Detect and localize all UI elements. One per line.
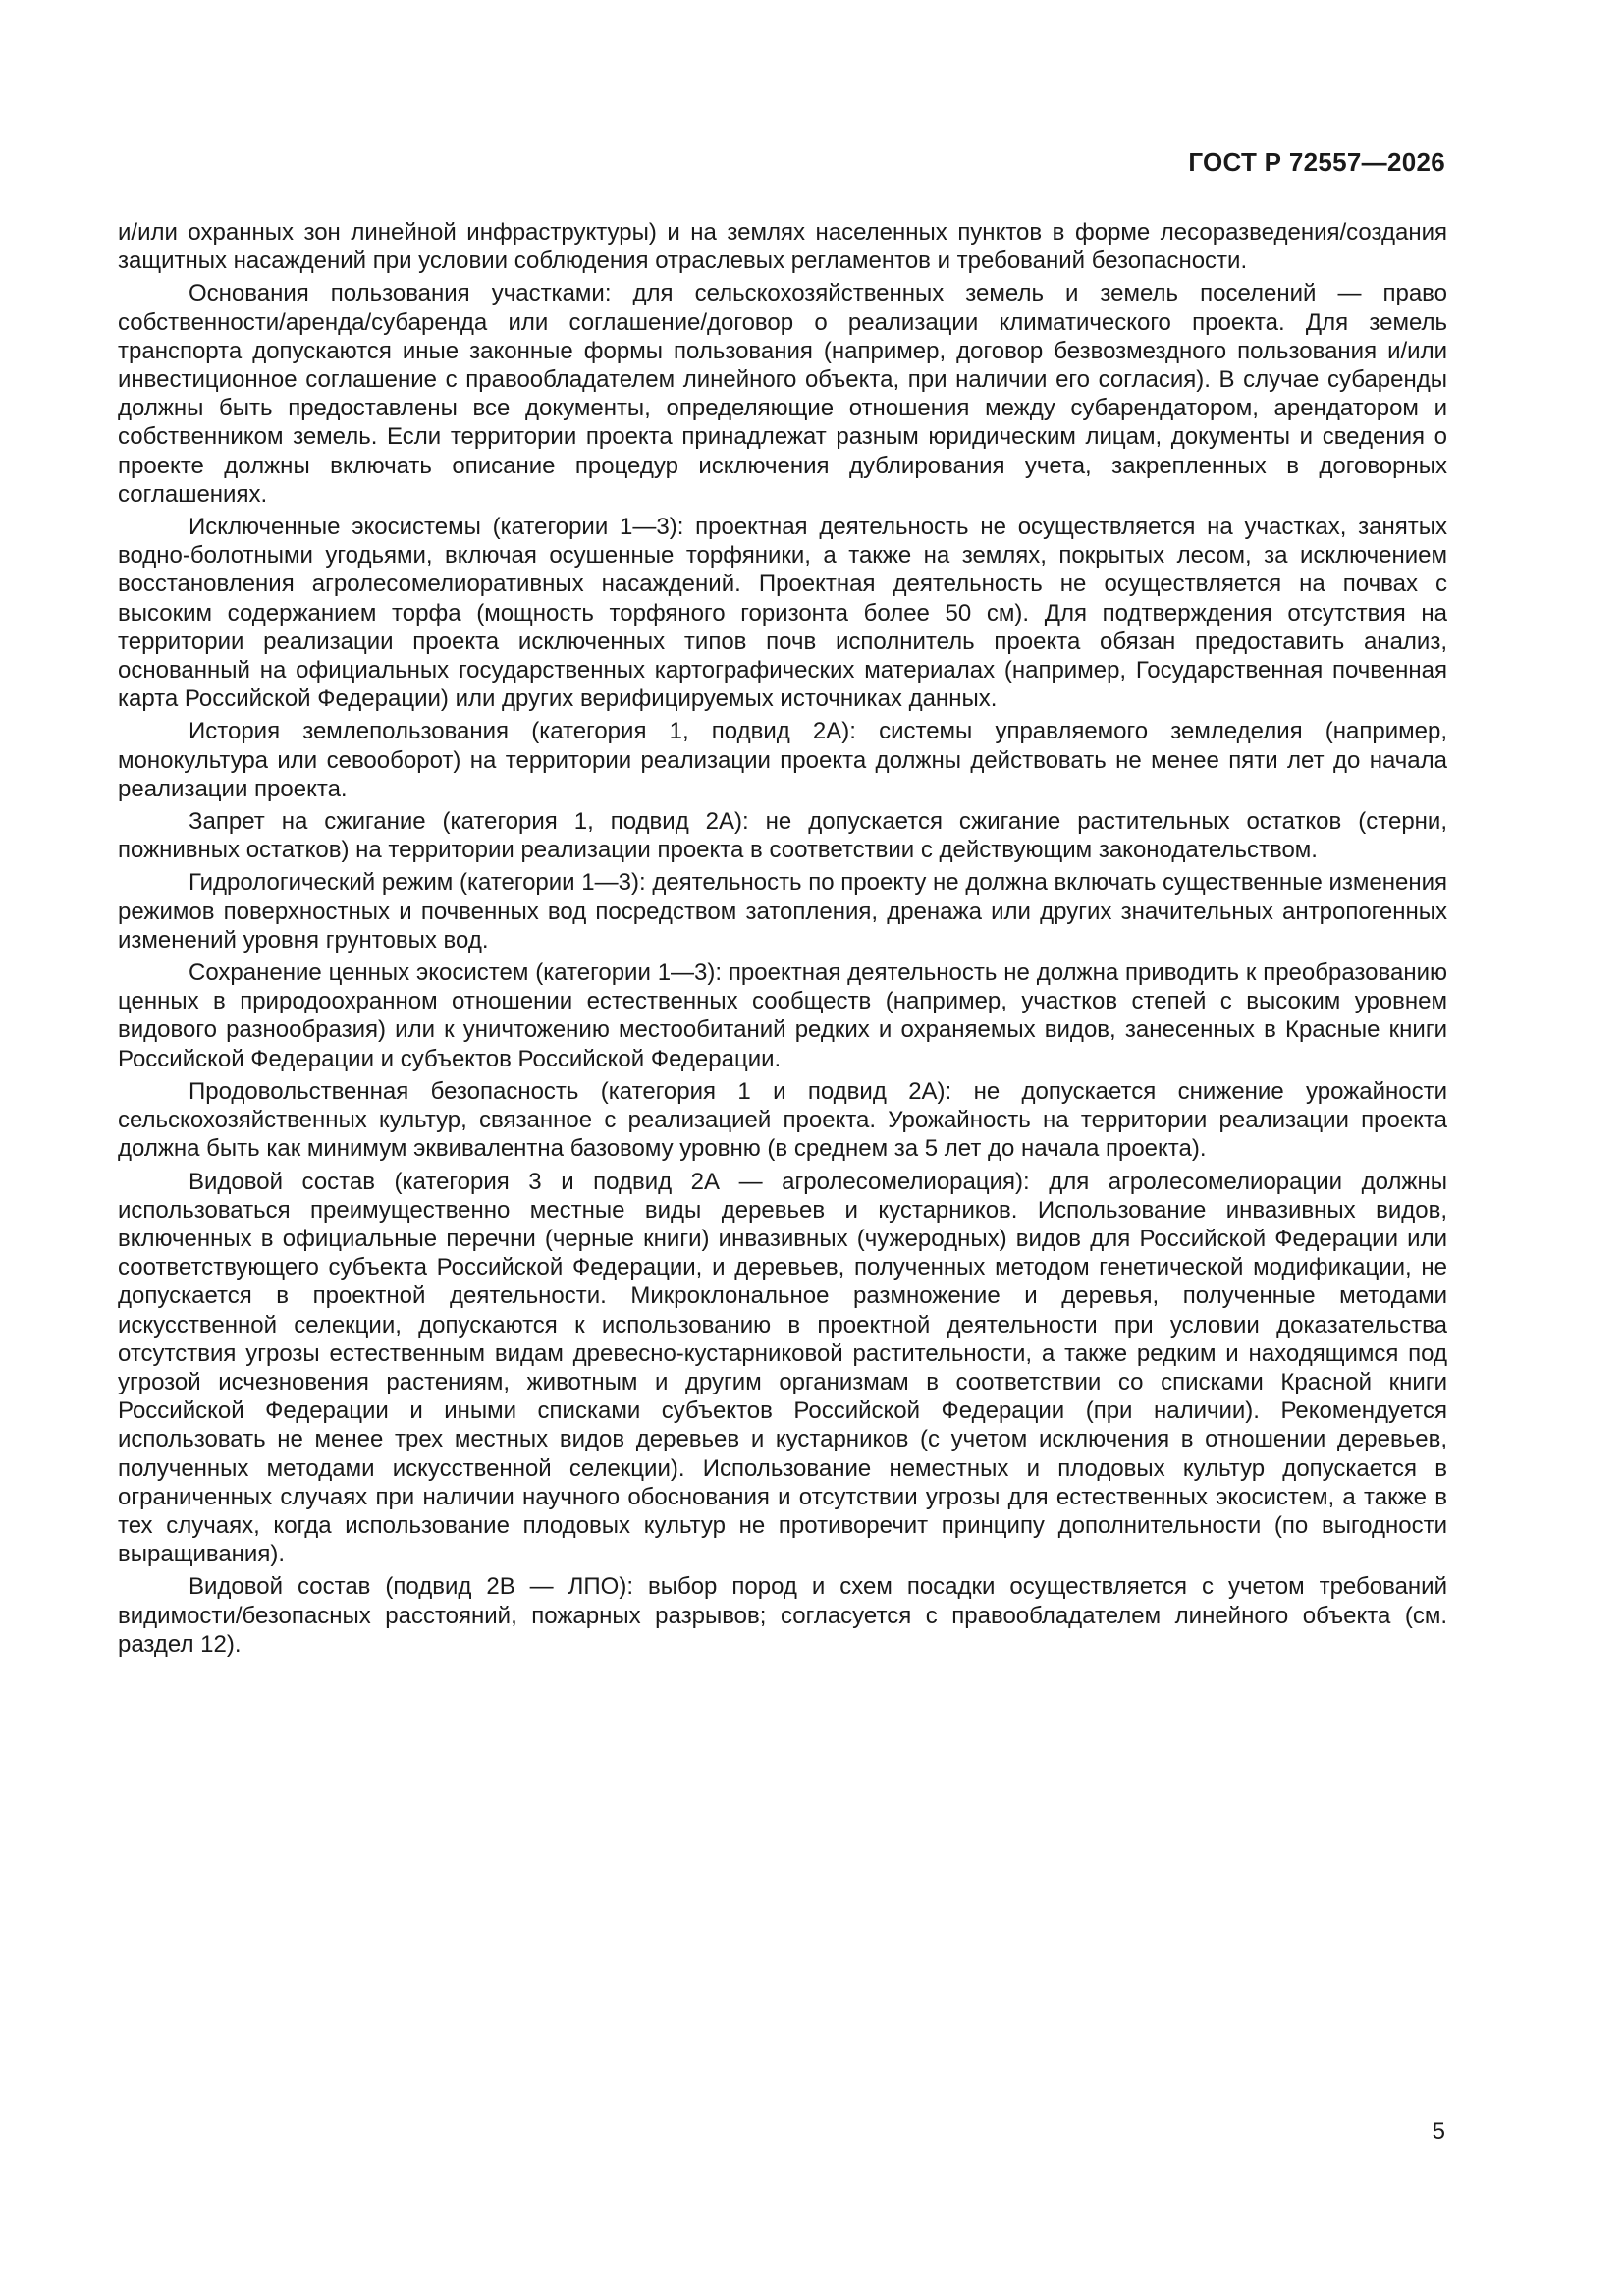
- paragraph-land-use-grounds: Основания пользования участками: для сельскохозяйственных земель и земель поселений — право собственности/аренда/субаренда или соглашение/договор о реализации климатического проекта. Для земель транспорта допускаются иные законные формы пользования (например, договор безвозмездного пользования и/или инвестиционное соглашение с правообладателем линейного объекта, при наличии его согласия). В случае субаренды должны быть предоставлены все документы, определяющие отношения между субарендатором, арендатором и собственником земель. Если территории проекта принадлежат разным юридическим лицам, документы и сведения о проекте должны включать описание процедур исключения дублирования учета, закрепленных в договорных соглашениях.: [118, 280, 1447, 508]
- paragraph-species-composition-lpo: Видовой состав (подвид 2В — ЛПО): выбор пород и схем посадки осуществляется с учетом требований видимости/безопасных расстояний, пожарных разрывов; согласуется с правообладателем линейного объекта (см. раздел 12).: [118, 1573, 1447, 1658]
- paragraph-burning-ban: Запрет на сжигание (категория 1, подвид 2А): не допускается сжигание растительных остатков (стерни, пожнивных остатков) на территории реализации проекта в соответствии с действующим законодательством.: [118, 808, 1447, 864]
- page-number: 5: [1432, 2118, 1445, 2145]
- paragraph-food-security: Продовольственная безопасность (категория 1 и подвид 2А): не допускается снижение урожайности сельскохозяйственных культур, связанное с реализацией проекта. Урожайность на территории реализации проекта должна быть как минимум эквивалентна базовому уровню (в среднем за 5 лет до начала проекта).: [118, 1077, 1447, 1163]
- paragraph-continuation: и/или охранных зон линейной инфраструктуры) и на землях населенных пунктов в форме лесоразведения/создания защитных насаждений при условии соблюдения отраслевых регламентов и требований безопасности.: [118, 219, 1447, 275]
- paragraph-valuable-ecosystems: Сохранение ценных экосистем (категории 1—3): проектная деятельность не должна приводить к преобразованию ценных в природоохранном отношении естественных сообществ (например, участков степей с высоким уровнем видового разнообразия) или к уничтожению местообитаний редких и охраняемых видов, занесенных в Красные книги Российской Федерации и субъектов Российской Федерации.: [118, 959, 1447, 1072]
- document-body: [118, 218, 1447, 1663]
- paragraph-excluded-ecosystems: Исключенные экосистемы (категории 1—3): проектная деятельность не осуществляется на участках, занятых водно-болотными угодьями, включая осушенные торфяники, а также на землях, покрытых лесом, за исключением восстановления агролесомелиоративных насаждений. Проектная деятельность не осуществляется на почвах с высоким содержанием торфа (мощность торфяного горизонта более 50 см). Для подтверждения отсутствия на территории реализации проекта исключенных типов почв исполнитель проекта обязан предоставить анализ, основанный на официальных государственных картографических материалах (например, Государственная почвенная карта Российской Федерации) или других верифицируемых источниках данных.: [118, 514, 1447, 713]
- paragraph-land-use-history: История землепользования (категория 1, подвид 2А): системы управляемого земледелия (например, монокультура или севооборот) на территории реализации проекта должны действовать не менее пяти лет до начала реализации проекта.: [118, 718, 1447, 802]
- standard-number-header: ГОСТ Р 72557—2026: [1188, 147, 1445, 177]
- paragraph-hydrological-regime: Гидрологический режим (категории 1—3): деятельность по проекту не должна включать существенные изменения режимов поверхностных и почвенных вод посредством затопления, дренажа или других значительных антропогенных изменений уровня грунтовых вод.: [118, 869, 1447, 954]
- paragraph-species-composition-agro: Видовой состав (категория 3 и подвид 2А — агролесомелиорация): для агролесомелиорации должны использоваться преимущественно местные виды деревьев и кустарников. Использование инвазивных видов, включенных в официальные перечни (черные книги) инвазивных (чужеродных) видов для Российской Федерации или соответствующего субъекта Российской Федерации, и деревьев, полученных методом генетической модификации, не допускается в проектной деятельности. Микроклональное размножение и деревья, полученные методами искусственной селекции, допускаются к использованию в проектной деятельности при условии доказательства отсутствия угрозы естественным видам древесно-кустарниковой растительности, а также редким и находящимся под угрозой исчезновения растениям, животным и другим организмам в соответствии со списками Красной книги Российской Федерации и иными списками субъектов Российской Федерации (при наличии). Рекомендуется использовать не менее трех местных видов деревьев и кустарников (с учетом исключения в отношении деревьев, полученных методами искусственной селекции). Использование неместных и плодовых культур допускается в ограниченных случаях при наличии научного обоснования и отсутствии угрозы для естественных экосистем, а также в тех случаях, когда использование плодовых культур не противоречит принципу дополнительности (по выгодности выращивания).: [118, 1168, 1447, 1568]
